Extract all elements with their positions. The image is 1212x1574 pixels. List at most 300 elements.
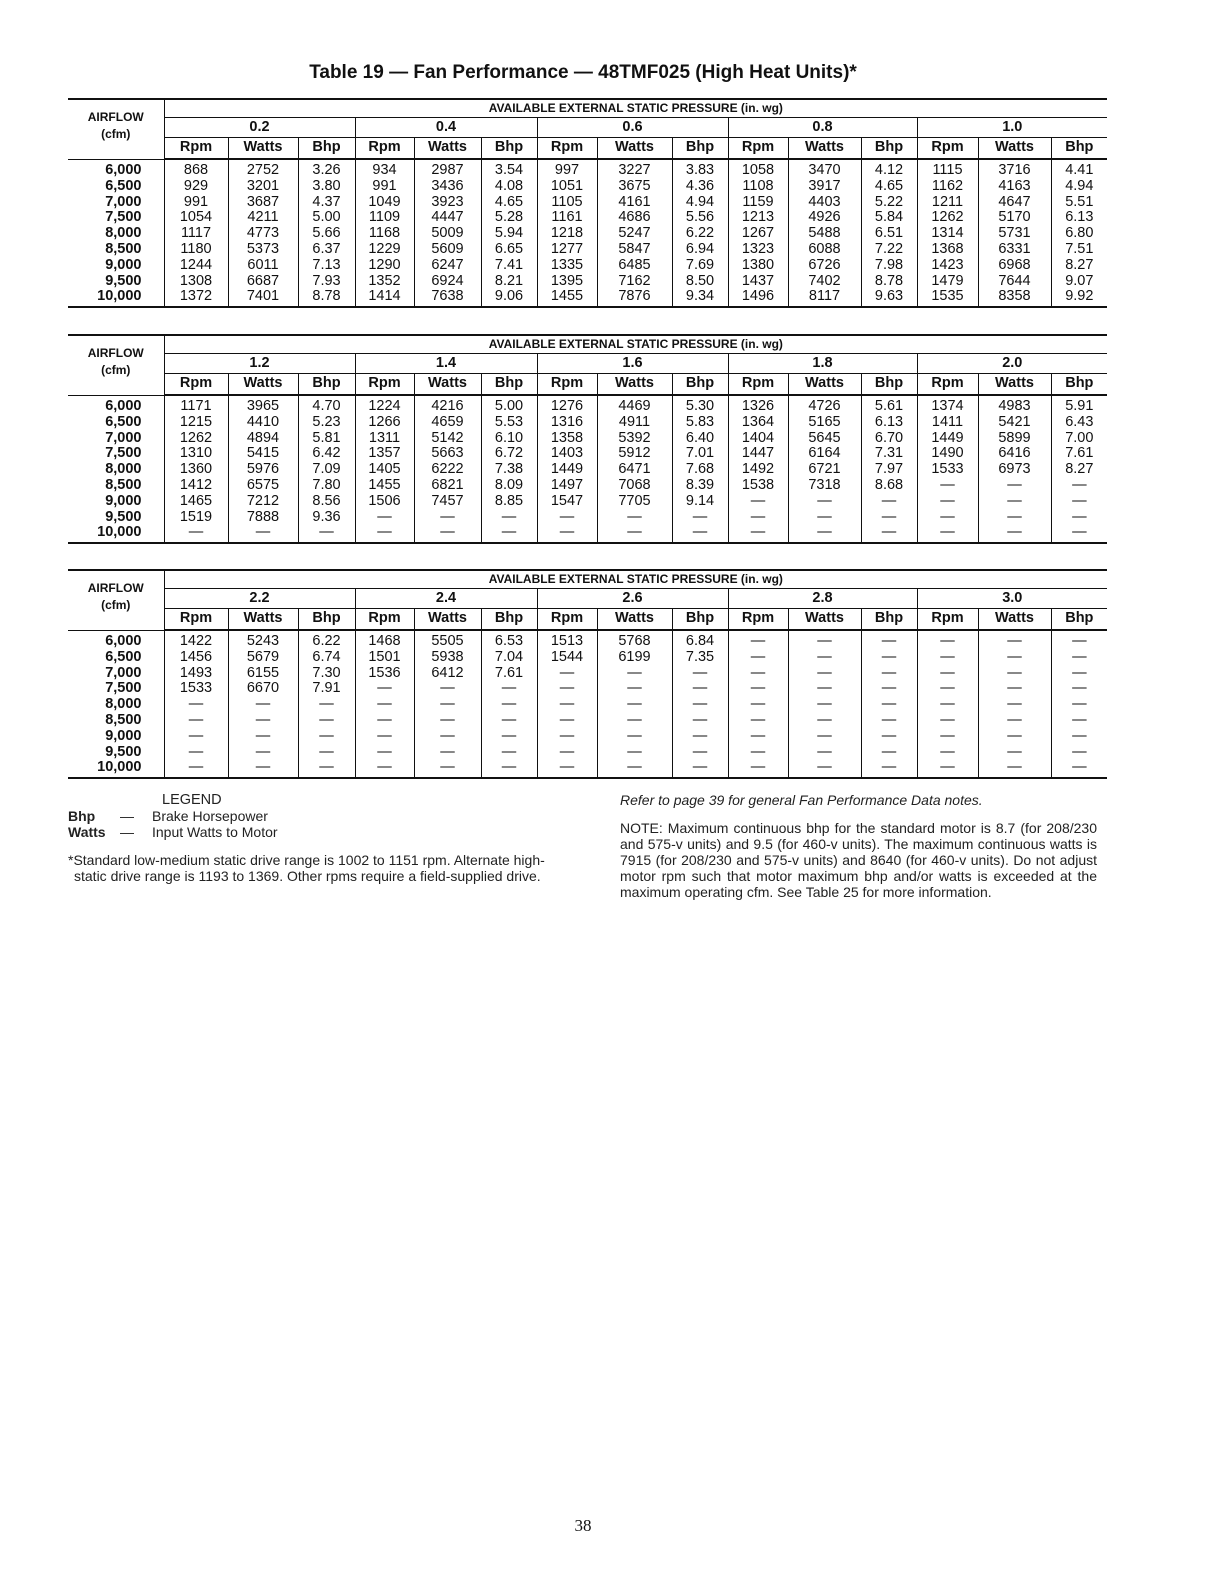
column-header-bhp: Bhp bbox=[481, 374, 537, 396]
table-cell: — bbox=[537, 666, 597, 682]
table-cell: — bbox=[228, 760, 298, 778]
table-cell: 5.56 bbox=[672, 210, 728, 226]
table-cell: 1262 bbox=[164, 431, 228, 447]
table-cell: 8.78 bbox=[861, 274, 917, 290]
table-cell: — bbox=[414, 729, 481, 745]
table-cell: — bbox=[597, 713, 672, 729]
table-cell: — bbox=[788, 697, 861, 713]
table-cell: 3687 bbox=[228, 195, 298, 211]
table-cell: 1358 bbox=[537, 431, 597, 447]
table-cell: 6721 bbox=[788, 462, 861, 478]
table-cell: 8.85 bbox=[481, 494, 537, 510]
table-cell: 6.37 bbox=[298, 242, 355, 258]
table-cell: 868 bbox=[164, 159, 228, 179]
airflow-value: 10,000 bbox=[68, 760, 164, 778]
table-cell: 5415 bbox=[228, 446, 298, 462]
legend-abbr: Watts bbox=[68, 824, 106, 840]
table-cell: 1049 bbox=[355, 195, 414, 211]
table-cell: — bbox=[788, 745, 861, 761]
table-cell: 5.51 bbox=[1051, 195, 1107, 211]
table-cell: 9.36 bbox=[298, 510, 355, 526]
column-header-watts: Watts bbox=[788, 374, 861, 396]
table-cell: — bbox=[917, 697, 978, 713]
table-cell: 4211 bbox=[228, 210, 298, 226]
table-row bbox=[68, 525, 1107, 543]
table-cell: — bbox=[917, 760, 978, 778]
table-cell: 6155 bbox=[228, 666, 298, 682]
table-cell: 5609 bbox=[414, 242, 481, 258]
table-row bbox=[68, 510, 1107, 526]
table-cell: — bbox=[481, 729, 537, 745]
table-cell: 3.26 bbox=[298, 159, 355, 179]
table-cell: — bbox=[672, 745, 728, 761]
pressure-header: 0.8 bbox=[728, 118, 917, 138]
table-cell: 1115 bbox=[917, 159, 978, 179]
table-row bbox=[68, 195, 1107, 211]
column-header-watts: Watts bbox=[228, 138, 298, 160]
table-cell: — bbox=[1051, 525, 1107, 543]
table-cell: 4.37 bbox=[298, 195, 355, 211]
table-cell: 5009 bbox=[414, 226, 481, 242]
table-cell: 1266 bbox=[355, 415, 414, 431]
fan-table-3 bbox=[68, 569, 1107, 779]
table-cell: 997 bbox=[537, 159, 597, 179]
table-cell: 5976 bbox=[228, 462, 298, 478]
airflow-header bbox=[68, 570, 164, 630]
table-cell: 1465 bbox=[164, 494, 228, 510]
table-cell: 5.81 bbox=[298, 431, 355, 447]
table-row bbox=[68, 745, 1107, 761]
table-cell: 1229 bbox=[355, 242, 414, 258]
table-cell: — bbox=[978, 697, 1051, 713]
table-cell: — bbox=[355, 729, 414, 745]
pressure-header: 2.6 bbox=[537, 589, 728, 609]
table-cell: 1496 bbox=[728, 289, 788, 307]
pressure-header: 0.4 bbox=[355, 118, 537, 138]
table-cell: — bbox=[917, 478, 978, 494]
column-header-bhp: Bhp bbox=[1051, 138, 1107, 160]
table-cell: — bbox=[481, 697, 537, 713]
table-cell: — bbox=[788, 713, 861, 729]
table-cell: 6011 bbox=[228, 258, 298, 274]
column-header-watts: Watts bbox=[978, 374, 1051, 396]
table-cell: — bbox=[788, 760, 861, 778]
table-cell: — bbox=[788, 525, 861, 543]
table-cell: 6412 bbox=[414, 666, 481, 682]
table-cell: 6.42 bbox=[298, 446, 355, 462]
airflow-value: 9,500 bbox=[105, 743, 142, 760]
table-cell: 6821 bbox=[414, 478, 481, 494]
table-cell: — bbox=[414, 697, 481, 713]
table-cell: 7.61 bbox=[481, 666, 537, 682]
table-cell: 8117 bbox=[788, 289, 861, 307]
table-cell: 6247 bbox=[414, 258, 481, 274]
table-row bbox=[68, 226, 1107, 242]
table-cell: 1423 bbox=[917, 258, 978, 274]
table-cell: 1314 bbox=[917, 226, 978, 242]
table-cell: 1108 bbox=[728, 179, 788, 195]
table-cell: 4.41 bbox=[1051, 159, 1107, 179]
table-cell: — bbox=[728, 494, 788, 510]
table-cell: 7212 bbox=[228, 494, 298, 510]
table-cell: 2987 bbox=[414, 159, 481, 179]
table-cell: — bbox=[861, 745, 917, 761]
table-cell: 7.69 bbox=[672, 258, 728, 274]
table-row bbox=[68, 242, 1107, 258]
table-cell: 3716 bbox=[978, 159, 1051, 179]
table-row bbox=[68, 681, 1107, 697]
table-cell: — bbox=[917, 713, 978, 729]
table-cell: 8.27 bbox=[1051, 462, 1107, 478]
airflow-value: 6,000 bbox=[105, 161, 142, 178]
table-cell: 1405 bbox=[355, 462, 414, 478]
table-cell: — bbox=[298, 525, 355, 543]
table-cell: 1455 bbox=[537, 289, 597, 307]
table-cell: — bbox=[728, 510, 788, 526]
table-row bbox=[68, 729, 1107, 745]
column-header-bhp: Bhp bbox=[861, 138, 917, 160]
table-cell: — bbox=[978, 760, 1051, 778]
table-cell: 7.91 bbox=[298, 681, 355, 697]
table-cell: — bbox=[1051, 650, 1107, 666]
table-row bbox=[68, 697, 1107, 713]
table-cell: 1533 bbox=[164, 681, 228, 697]
table-cell: — bbox=[228, 525, 298, 543]
table-cell: 6.84 bbox=[672, 630, 728, 650]
column-header-watts: Watts bbox=[597, 374, 672, 396]
column-header-rpm: Rpm bbox=[537, 609, 597, 631]
table-cell: — bbox=[481, 745, 537, 761]
table-cell: 1506 bbox=[355, 494, 414, 510]
table-cell: 1414 bbox=[355, 289, 414, 307]
table-cell: 6222 bbox=[414, 462, 481, 478]
pressure-header: 3.0 bbox=[917, 589, 1107, 609]
table-cell: 8.09 bbox=[481, 478, 537, 494]
table-cell: 7888 bbox=[228, 510, 298, 526]
table-cell: — bbox=[861, 650, 917, 666]
table-cell: — bbox=[978, 525, 1051, 543]
table-cell: 6924 bbox=[414, 274, 481, 290]
column-header-rpm: Rpm bbox=[917, 609, 978, 631]
table-cell: 5392 bbox=[597, 431, 672, 447]
table-cell: — bbox=[788, 729, 861, 745]
table-cell: 4410 bbox=[228, 415, 298, 431]
table-cell: 7.01 bbox=[672, 446, 728, 462]
table-cell: 7.04 bbox=[481, 650, 537, 666]
table-cell: — bbox=[164, 713, 228, 729]
table-cell: 5.83 bbox=[672, 415, 728, 431]
table-cell: — bbox=[978, 666, 1051, 682]
airflow-value: 7,500 bbox=[105, 209, 142, 226]
table-cell: — bbox=[861, 666, 917, 682]
table-cell: 4469 bbox=[597, 395, 672, 415]
table-cell: 5.23 bbox=[298, 415, 355, 431]
table-row bbox=[68, 210, 1107, 226]
column-header-watts: Watts bbox=[414, 609, 481, 631]
table-cell: 1404 bbox=[728, 431, 788, 447]
table-cell: — bbox=[672, 713, 728, 729]
table-cell: 6.10 bbox=[481, 431, 537, 447]
table-cell: 1262 bbox=[917, 210, 978, 226]
table-cell: 6.22 bbox=[298, 630, 355, 650]
table-cell: 5170 bbox=[978, 210, 1051, 226]
legend-item-watts bbox=[68, 824, 568, 840]
table-cell: 1211 bbox=[917, 195, 978, 211]
table-cell: — bbox=[537, 713, 597, 729]
pressure-header: 1.0 bbox=[917, 118, 1107, 138]
static-pressure-header: AVAILABLE EXTERNAL STATIC PRESSURE (in. wg) bbox=[164, 99, 1107, 118]
table-cell: 5.94 bbox=[481, 226, 537, 242]
table-row bbox=[68, 395, 1107, 415]
table-cell: 5247 bbox=[597, 226, 672, 242]
table-cell: 5847 bbox=[597, 242, 672, 258]
table-cell: — bbox=[355, 510, 414, 526]
table-cell: — bbox=[597, 666, 672, 682]
airflow-value: 9,500 bbox=[105, 508, 142, 525]
table-cell: 8.50 bbox=[672, 274, 728, 290]
legend-dash: — bbox=[120, 808, 134, 824]
table-cell: 6.70 bbox=[861, 431, 917, 447]
table-cell: 1352 bbox=[355, 274, 414, 290]
pressure-header: 2.4 bbox=[355, 589, 537, 609]
table-cell: 1456 bbox=[164, 650, 228, 666]
table-cell: — bbox=[298, 745, 355, 761]
table-cell: — bbox=[978, 713, 1051, 729]
airflow-value: 7,000 bbox=[105, 429, 142, 446]
pressure-header: 1.2 bbox=[164, 354, 355, 374]
table-cell: — bbox=[481, 525, 537, 543]
table-cell: — bbox=[355, 697, 414, 713]
table-cell: 1058 bbox=[728, 159, 788, 179]
table-cell: 4.65 bbox=[861, 179, 917, 195]
table-cell: 7.13 bbox=[298, 258, 355, 274]
table-cell: 7.61 bbox=[1051, 446, 1107, 462]
table-cell: 7644 bbox=[978, 274, 1051, 290]
table-cell: — bbox=[978, 630, 1051, 650]
table-cell: 6164 bbox=[788, 446, 861, 462]
table-cell: 1224 bbox=[355, 395, 414, 415]
column-header-bhp: Bhp bbox=[672, 374, 728, 396]
airflow-value: 7,000 bbox=[105, 664, 142, 681]
table-cell: — bbox=[597, 510, 672, 526]
table-cell: 1536 bbox=[355, 666, 414, 682]
table-cell: — bbox=[414, 713, 481, 729]
table-cell: — bbox=[917, 681, 978, 697]
table-row bbox=[68, 446, 1107, 462]
column-header-watts: Watts bbox=[788, 609, 861, 631]
airflow-value: 10,000 bbox=[68, 525, 164, 543]
column-header-rpm: Rpm bbox=[355, 374, 414, 396]
column-header-bhp: Bhp bbox=[861, 374, 917, 396]
airflow-value: 8,500 bbox=[105, 711, 142, 728]
table-cell: — bbox=[788, 510, 861, 526]
table-cell: — bbox=[164, 745, 228, 761]
table-cell: — bbox=[978, 510, 1051, 526]
table-row bbox=[68, 258, 1107, 274]
table-cell: 6.13 bbox=[1051, 210, 1107, 226]
table-cell: 1533 bbox=[917, 462, 978, 478]
legend bbox=[68, 792, 568, 884]
table-cell: 5.53 bbox=[481, 415, 537, 431]
table-cell: 1411 bbox=[917, 415, 978, 431]
legend-desc: Brake Horsepower bbox=[152, 808, 268, 824]
airflow-value: 9,500 bbox=[105, 272, 142, 289]
table-cell: 1335 bbox=[537, 258, 597, 274]
table-cell: 5.00 bbox=[481, 395, 537, 415]
table-cell: 1117 bbox=[164, 226, 228, 242]
table-cell: 1449 bbox=[917, 431, 978, 447]
table-cell: — bbox=[978, 494, 1051, 510]
table-cell: 5.84 bbox=[861, 210, 917, 226]
table-cell: — bbox=[481, 760, 537, 778]
table-cell: 1493 bbox=[164, 666, 228, 682]
table-cell: 1374 bbox=[917, 395, 978, 415]
table-cell: — bbox=[861, 494, 917, 510]
table-cell: 6.94 bbox=[672, 242, 728, 258]
table-row bbox=[68, 462, 1107, 478]
table-cell: — bbox=[728, 713, 788, 729]
table-cell: 6331 bbox=[978, 242, 1051, 258]
table-cell: 4.65 bbox=[481, 195, 537, 211]
airflow-value: 8,500 bbox=[105, 240, 142, 257]
airflow-value: 6,000 bbox=[105, 632, 142, 649]
table-cell: 1308 bbox=[164, 274, 228, 290]
column-header-bhp: Bhp bbox=[1051, 374, 1107, 396]
table-cell: — bbox=[861, 525, 917, 543]
table-cell: — bbox=[1051, 681, 1107, 697]
table-cell: — bbox=[355, 745, 414, 761]
table-cell: — bbox=[537, 729, 597, 745]
table-cell: 7.22 bbox=[861, 242, 917, 258]
table-cell: 5.91 bbox=[1051, 395, 1107, 415]
table-cell: — bbox=[481, 681, 537, 697]
airflow-value: 8,000 bbox=[105, 696, 142, 713]
table-cell: 4773 bbox=[228, 226, 298, 242]
column-header-bhp: Bhp bbox=[672, 138, 728, 160]
table-cell: 1162 bbox=[917, 179, 978, 195]
table-cell: — bbox=[355, 713, 414, 729]
table-cell: — bbox=[414, 525, 481, 543]
table-cell: 1213 bbox=[728, 210, 788, 226]
table-cell: 5.30 bbox=[672, 395, 728, 415]
table-cell: 6973 bbox=[978, 462, 1051, 478]
column-header-watts: Watts bbox=[414, 138, 481, 160]
table-cell: 7.38 bbox=[481, 462, 537, 478]
pressure-header: 1.6 bbox=[537, 354, 728, 374]
table-cell: 6.74 bbox=[298, 650, 355, 666]
table-cell: 1316 bbox=[537, 415, 597, 431]
table-cell: — bbox=[164, 729, 228, 745]
table-cell: — bbox=[978, 681, 1051, 697]
table-cell: 4726 bbox=[788, 395, 861, 415]
table-cell: — bbox=[597, 525, 672, 543]
airflow-value: 7,500 bbox=[105, 680, 142, 697]
airflow-value: 9,000 bbox=[105, 492, 142, 509]
table-cell: 8.39 bbox=[672, 478, 728, 494]
airflow-value: 6,500 bbox=[105, 413, 142, 430]
table-cell: 6575 bbox=[228, 478, 298, 494]
column-header-watts: Watts bbox=[228, 609, 298, 631]
table-cell: — bbox=[728, 697, 788, 713]
table-cell: 1290 bbox=[355, 258, 414, 274]
table-cell: — bbox=[978, 745, 1051, 761]
table-row bbox=[68, 159, 1107, 179]
table-cell: 1276 bbox=[537, 395, 597, 415]
refer-note: Refer to page 39 for general Fan Performance Data notes. bbox=[620, 792, 983, 808]
table-cell: 7.31 bbox=[861, 446, 917, 462]
motor-note: NOTE: Maximum continuous bhp for the standard motor is 8.7 (for 208/230 and 575-v units) and 9.5 (for 460-v units). The maximum continuous watts is 7915 (for 208/230 and 575-v units) and 8640 (for 460-v units). Do not adjust motor rpm such that motor maximum bhp and/or watts is exceeded at the maximum operating cfm. See Table 25 for more information. bbox=[620, 820, 1097, 900]
table-cell: 7402 bbox=[788, 274, 861, 290]
table-cell: 1519 bbox=[164, 510, 228, 526]
table-cell: 6.72 bbox=[481, 446, 537, 462]
table-cell: 1490 bbox=[917, 446, 978, 462]
table-cell: 1468 bbox=[355, 630, 414, 650]
table-cell: 1218 bbox=[537, 226, 597, 242]
table-cell: 5938 bbox=[414, 650, 481, 666]
table-cell: 1267 bbox=[728, 226, 788, 242]
column-header-watts: Watts bbox=[414, 374, 481, 396]
table-cell: — bbox=[917, 666, 978, 682]
pressure-header: 1.8 bbox=[728, 354, 917, 374]
table-cell: 7.00 bbox=[1051, 431, 1107, 447]
table-cell: — bbox=[728, 729, 788, 745]
table-cell: 7068 bbox=[597, 478, 672, 494]
column-header-rpm: Rpm bbox=[728, 138, 788, 160]
table-cell: 5679 bbox=[228, 650, 298, 666]
table-cell: 1323 bbox=[728, 242, 788, 258]
table-cell: 4983 bbox=[978, 395, 1051, 415]
table-row bbox=[68, 274, 1107, 290]
table-cell: 5.22 bbox=[861, 195, 917, 211]
table-cell: — bbox=[861, 760, 917, 778]
table-cell: 4163 bbox=[978, 179, 1051, 195]
table-cell: 1105 bbox=[537, 195, 597, 211]
table-cell: 6.51 bbox=[861, 226, 917, 242]
column-header-rpm: Rpm bbox=[537, 138, 597, 160]
column-header-rpm: Rpm bbox=[917, 374, 978, 396]
table-cell: 7457 bbox=[414, 494, 481, 510]
table-cell: 1412 bbox=[164, 478, 228, 494]
table-cell: 1109 bbox=[355, 210, 414, 226]
table-row bbox=[68, 713, 1107, 729]
table-cell: 3227 bbox=[597, 159, 672, 179]
table-cell: 3201 bbox=[228, 179, 298, 195]
airflow-value: 7,000 bbox=[105, 193, 142, 210]
legend-abbr: Bhp bbox=[68, 808, 96, 824]
table-cell: 1479 bbox=[917, 274, 978, 290]
table-cell: — bbox=[1051, 478, 1107, 494]
table-cell: 6.40 bbox=[672, 431, 728, 447]
legend-item-bhp bbox=[68, 808, 568, 824]
table-cell: — bbox=[728, 650, 788, 666]
table-cell: — bbox=[978, 478, 1051, 494]
table-cell: — bbox=[728, 745, 788, 761]
table-cell: 1364 bbox=[728, 415, 788, 431]
table-cell: 6.65 bbox=[481, 242, 537, 258]
table-cell: 6199 bbox=[597, 650, 672, 666]
table-cell: 6670 bbox=[228, 681, 298, 697]
table-cell: — bbox=[537, 681, 597, 697]
table-cell: — bbox=[597, 729, 672, 745]
table-cell: — bbox=[355, 760, 414, 778]
table-cell: — bbox=[788, 650, 861, 666]
table-cell: 4647 bbox=[978, 195, 1051, 211]
table-cell: 7.51 bbox=[1051, 242, 1107, 258]
table-cell: 1380 bbox=[728, 258, 788, 274]
table-cell: 6485 bbox=[597, 258, 672, 274]
table-cell: — bbox=[728, 630, 788, 650]
table-cell: — bbox=[414, 681, 481, 697]
